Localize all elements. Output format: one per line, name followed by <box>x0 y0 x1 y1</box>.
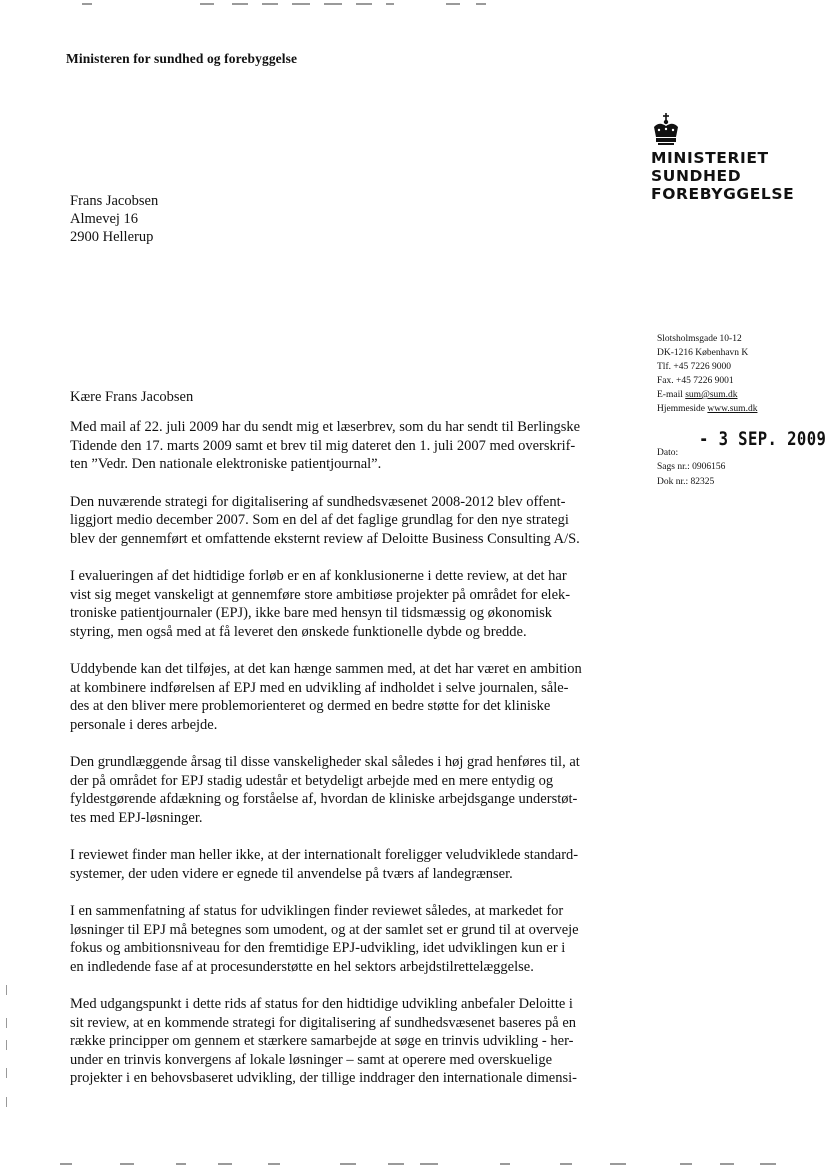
recipient-street: Almevej 16 <box>70 211 139 227</box>
paragraph-line: der på området for EPJ stadig udestår et betydeligt arbejde med en mere entydig og <box>70 772 554 789</box>
paragraph-line: vist sig meget vanskeligt at gennemføre store ambitiøse projekter på området for elek- <box>70 586 571 603</box>
date-stamp: - 3 SEP. 2009 <box>699 428 827 450</box>
date-block <box>657 428 827 490</box>
paragraph-line: liggjort medio december 2007. Som en del af det faglige grundlag for den nye strategi <box>70 512 569 528</box>
paragraph-line: des at den bliver mere problemorienteret og dermed en bedre støtte for det kliniske <box>70 698 551 714</box>
letter-paragraph <box>70 567 630 641</box>
paragraph-line: Den grundlæggende årsag til disse vanskeligheder skal således i høj grad henføres til, at <box>70 754 580 770</box>
contact-phone: Tlf. +45 7226 9000 <box>657 362 731 372</box>
letter-paragraph <box>70 846 630 883</box>
paragraph-line: Med mail af 22. juli 2009 har du sendt mig et læserbrev, som du har sendt til Berlingske <box>70 419 581 435</box>
logo-line-1: MINISTERIET <box>651 149 769 167</box>
ministry-contact-info <box>657 332 757 416</box>
paragraph-line: I en sammenfatning af status for udviklingen finder reviewet således, at markedet for <box>70 903 564 919</box>
scan-marks-top <box>0 0 827 6</box>
paragraph-line: at kombinere indførelsen af EPJ med en udvikling af indholdet i selve journalen, såle- <box>70 679 569 696</box>
case-number: Sags nr.: 0906156 <box>657 462 726 472</box>
contact-email-row <box>657 388 757 402</box>
paragraph-line: projekter i en behovsbaseret udvikling, der tillige inddrager den internationale dimensi- <box>70 1070 577 1086</box>
paragraph-line: ten ”Vedr. Den nationale elektroniske patientjournal”. <box>70 456 382 472</box>
date-label: Dato: <box>657 448 679 458</box>
contact-web-label: Hjemmeside <box>657 404 708 414</box>
paragraph-line: løsninger til EPJ må betegnes som umodent, og at der samlet set er grund til at overveje <box>70 921 579 938</box>
letter-paragraph <box>70 660 630 734</box>
letter-body <box>70 418 630 1088</box>
contact-web-link[interactable]: www.sum.dk <box>707 404 758 414</box>
paragraph-line: personale i deres arbejde. <box>70 716 218 733</box>
letter-paragraph <box>70 753 630 827</box>
document-number: Dok nr.: 82325 <box>657 477 715 487</box>
paragraph-line: I reviewet finder man heller ikke, at der internationalt foreligger veludviklede standard- <box>70 847 579 863</box>
ministry-logo <box>651 113 811 203</box>
salutation: Kære Frans Jacobsen <box>70 389 194 405</box>
paragraph-line: tes med EPJ-løsninger. <box>70 809 203 826</box>
contact-email-label: E-mail <box>657 390 686 400</box>
letter-paragraph <box>70 418 630 474</box>
paragraph-line: systemer, der uden videre er egnede til anvendelse på tværs af landegrænser. <box>70 865 513 882</box>
contact-fax: Fax. +45 7226 9001 <box>657 376 734 386</box>
contact-address-1: Slotsholmsgade 10-12 <box>657 334 742 344</box>
paragraph-line: fyldestgørende afdækning og forståelse af, hvordan de kliniske arbejdsgange understøt- <box>70 791 578 807</box>
paragraph-line: I evalueringen af det hidtidige forløb er en af konklusionerne i dette review, at det har <box>70 568 567 584</box>
sender-heading: Ministeren for sundhed og forebyggelse <box>66 51 298 66</box>
case-references <box>657 460 725 490</box>
contact-email-link[interactable]: sum@sum.dk <box>685 390 738 400</box>
letter-paragraph <box>70 493 630 549</box>
paragraph-line: styring, men også med at få leveret den ønskede funktionelle dybde og bredde. <box>70 623 527 640</box>
date-row <box>657 428 827 458</box>
recipient-city: 2900 Hellerup <box>70 229 154 245</box>
paragraph-line: blev der gennemført et omfattende eksternt review af Deloitte Business Consulting A/S. <box>70 530 580 547</box>
paragraph-line: under en trinvis konvergens af lokale løsninger – samt at operere med overskuelige <box>70 1051 553 1068</box>
recipient-address <box>70 192 158 246</box>
paragraph-line: fokus og ambitionsniveau for den fremtidige EPJ-udvikling, idet udviklingen kun er i <box>70 940 566 956</box>
logo-line-3: FOREBYGGELSE <box>651 185 795 203</box>
letter-paragraph <box>70 902 630 976</box>
paragraph-line: Tidende den 17. marts 2009 samt et brev til mig dateret den 1. juli 2007 med overskrif- <box>70 437 576 454</box>
logo-line-2: SUNDHED <box>651 167 742 185</box>
recipient-name: Frans Jacobsen <box>70 193 159 209</box>
contact-address-2: DK-1216 København K <box>657 348 749 358</box>
paragraph-line: Uddybende kan det tilføjes, at det kan hænge sammen med, at det har været en ambition <box>70 661 582 677</box>
paragraph-line: Med udgangspunkt i dette rids af status for den hidtidige udvikling anbefaler Deloitte i <box>70 996 573 1012</box>
ministry-name <box>651 149 811 203</box>
scan-marks-bottom <box>0 1161 827 1167</box>
royal-crown-icon <box>651 113 681 147</box>
paragraph-line: række principper om gennem et stærkere samarbejde at søge en trinvis udvikling - her- <box>70 1033 574 1049</box>
paragraph-line: en indledende fase af at procesunderstøtte en hel sektors arbejdstilrettelæggelse. <box>70 958 534 975</box>
paragraph-line: Den nuværende strategi for digitalisering af sundhedsvæsenet 2008-2012 blev offent- <box>70 493 566 510</box>
letter-paragraph <box>70 995 630 1088</box>
paragraph-line: troniske patientjournaler (EPJ), ikke bare med hensyn til tidsmæssig og økonomisk <box>70 605 553 621</box>
paragraph-line: sit review, at en kommende strategi for digitalisering af sundhedsvæsenet baseres på en <box>70 1014 577 1031</box>
contact-web-row <box>657 402 757 416</box>
